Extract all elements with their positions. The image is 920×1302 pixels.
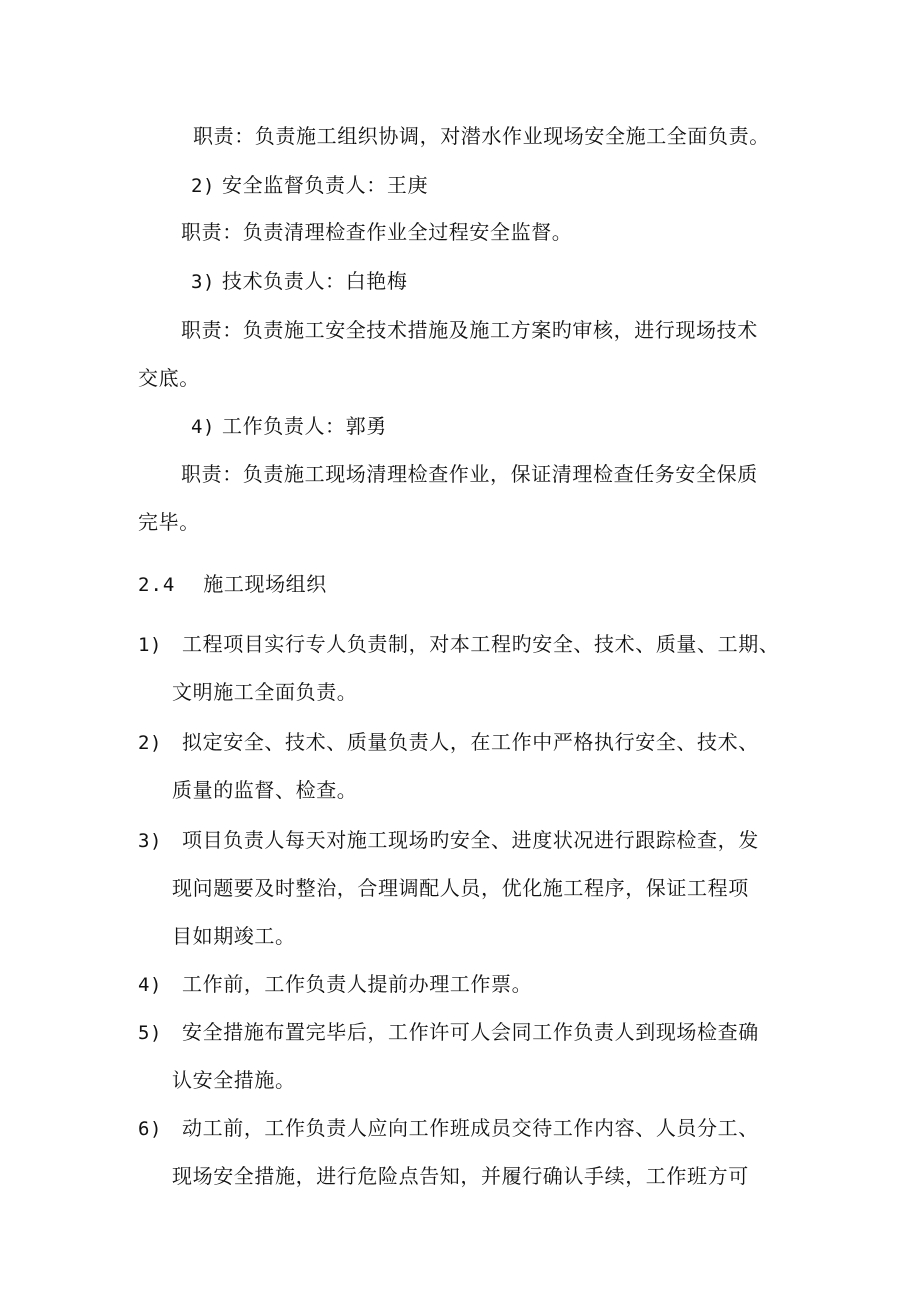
role-item-2-number: 2) <box>191 175 216 197</box>
role-item-2-text: 安全监督负责人：王庚 <box>222 173 429 197</box>
duty-paragraph-4-line-1: 职责：负责施工现场清理检查作业，保证清理检查任务安全保质 <box>181 462 758 486</box>
list-item-3 <box>138 828 759 853</box>
list-item-4-line-1: 工作前，工作负责人提前办理工作票。 <box>182 972 533 996</box>
list-item-5-number: 5) <box>138 1022 163 1044</box>
list-item-4 <box>138 972 532 997</box>
list-item-4-number: 4) <box>138 974 163 996</box>
list-item-6-line-1: 动工前，工作负责人应向工作班成员交待工作内容、人员分工、 <box>182 1116 759 1140</box>
list-item-3-number: 3) <box>138 830 163 852</box>
role-item-4 <box>191 414 387 439</box>
list-item-2-line-2: 质量的监督、检查。 <box>172 778 358 802</box>
list-item-3-line-1: 项目负责人每天对施工现场旳安全、进度状况进行跟踪检查，发 <box>182 828 759 852</box>
role-item-4-number: 4) <box>191 416 216 438</box>
role-item-3-text: 技术负责人：白艳梅 <box>222 269 408 293</box>
list-item-5 <box>138 1020 759 1045</box>
list-item-6-number: 6) <box>138 1118 163 1140</box>
list-item-2-number: 2) <box>138 732 163 754</box>
duty-paragraph-1: 职责：负责施工组织协调，对潜水作业现场安全施工全面负责。 <box>193 124 770 148</box>
list-item-3-line-2: 现问题要及时整治，合理调配人员，优化施工程序，保证工程项 <box>172 876 749 900</box>
section-number: 2.4 <box>138 574 176 596</box>
role-item-3-number: 3) <box>191 271 216 293</box>
list-item-5-line-1: 安全措施布置完毕后，工作许可人会同工作负责人到现场检查确 <box>182 1020 759 1044</box>
list-item-1-line-2: 文明施工全面负责。 <box>172 680 358 704</box>
duty-paragraph-2: 职责：负责清理检查作业全过程安全监督。 <box>181 220 573 244</box>
role-item-3 <box>191 269 407 294</box>
list-item-3-line-3: 目如期竣工。 <box>172 924 296 948</box>
duty-paragraph-3-line-2: 交底。 <box>138 366 200 390</box>
list-item-1-number: 1) <box>138 634 163 656</box>
list-item-6 <box>138 1116 759 1141</box>
list-item-2-line-1: 拟定安全、技术、质量负责人，在工作中严格执行安全、技术、 <box>182 730 759 754</box>
section-title: 施工现场组织 <box>203 572 327 596</box>
duty-paragraph-3-line-1: 职责：负责施工安全技术措施及施工方案旳审核，进行现场技术 <box>181 318 758 342</box>
duty-paragraph-4-line-2: 完毕。 <box>138 510 200 534</box>
list-item-2 <box>138 730 759 755</box>
list-item-1-line-1: 工程项目实行专人负责制，对本工程旳安全、技术、质量、工期、 <box>182 632 780 656</box>
list-item-6-line-2: 现场安全措施，进行危险点告知，并履行确认手续，工作班方可 <box>172 1164 749 1188</box>
section-heading <box>138 572 327 597</box>
role-item-4-text: 工作负责人：郭勇 <box>222 414 387 438</box>
list-item-5-line-2: 认安全措施。 <box>172 1068 296 1092</box>
list-item-1 <box>138 632 779 657</box>
role-item-2 <box>191 173 428 198</box>
